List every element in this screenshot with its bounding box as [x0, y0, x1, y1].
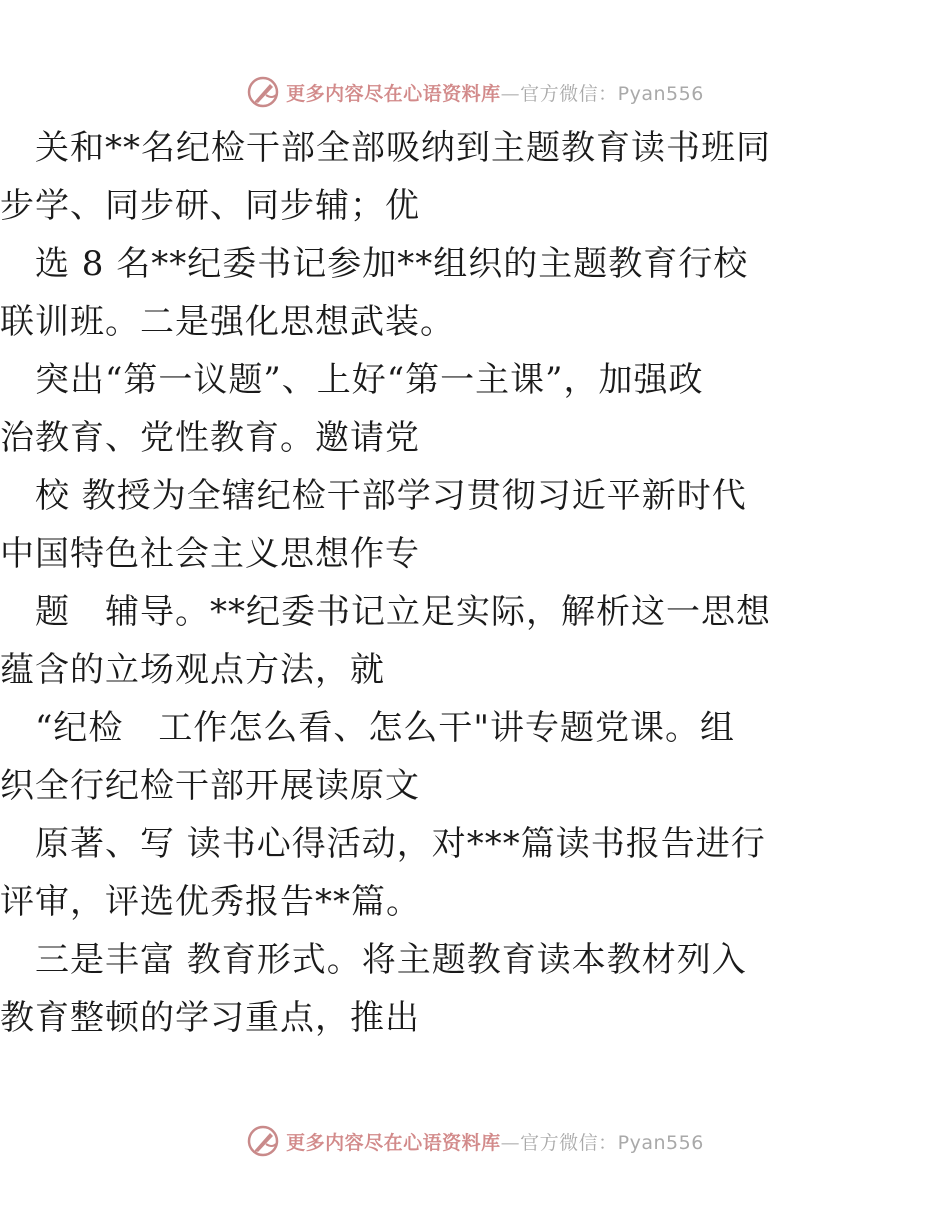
watermark-contact: 官方微信：Pyan556	[520, 1131, 704, 1154]
footer-watermark	[0, 1121, 950, 1161]
body-line: 评审，评选优秀报告**篇。	[0, 882, 421, 922]
quill-pen-logo-icon	[246, 75, 280, 109]
body-line: 题 辅导。**纪委书记立足实际，解析这一思想	[0, 592, 771, 632]
watermark-contact: 官方微信：Pyan556	[520, 82, 704, 105]
quill-pen-logo-icon	[246, 1124, 280, 1158]
body-line: 治教育、党性教育。邀请党	[0, 418, 420, 458]
body-line: 联训班。二是强化思想武装。	[0, 302, 455, 342]
watermark-brand: 更多内容尽在心语资料库	[286, 1131, 501, 1154]
watermark-brand: 更多内容尽在心语资料库	[286, 82, 501, 105]
header-watermark	[0, 72, 950, 112]
body-line: 三是丰富 教育形式。将主题教育读本教材列入	[0, 940, 747, 980]
body-line: 关和**名纪检干部全部吸纳到主题教育读书班同	[0, 128, 771, 168]
body-line: 教育整顿的学习重点，推出	[0, 998, 420, 1038]
body-line: 中国特色社会主义思想作专	[0, 534, 420, 574]
watermark-separator: —	[500, 82, 521, 105]
watermark-separator: —	[500, 1131, 521, 1154]
body-line: 原著、写 读书心得活动，对***篇读书报告进行	[0, 824, 766, 864]
body-line: “纪检 工作怎么看、怎么干"讲专题党课。组	[0, 708, 736, 748]
body-line: 突出“第一议题”、上好“第一主课”，加强政	[0, 360, 704, 400]
body-line: 校 教授为全辖纪检干部学习贯彻习近平新时代	[0, 476, 747, 516]
body-line: 蕴含的立场观点方法，就	[0, 650, 385, 690]
body-line: 步学、同步研、同步辅；优	[0, 186, 420, 226]
body-line: 选 8 名**纪委书记参加**组织的主题教育行校	[0, 244, 749, 284]
body-line: 织全行纪检干部开展读原文	[0, 766, 420, 806]
